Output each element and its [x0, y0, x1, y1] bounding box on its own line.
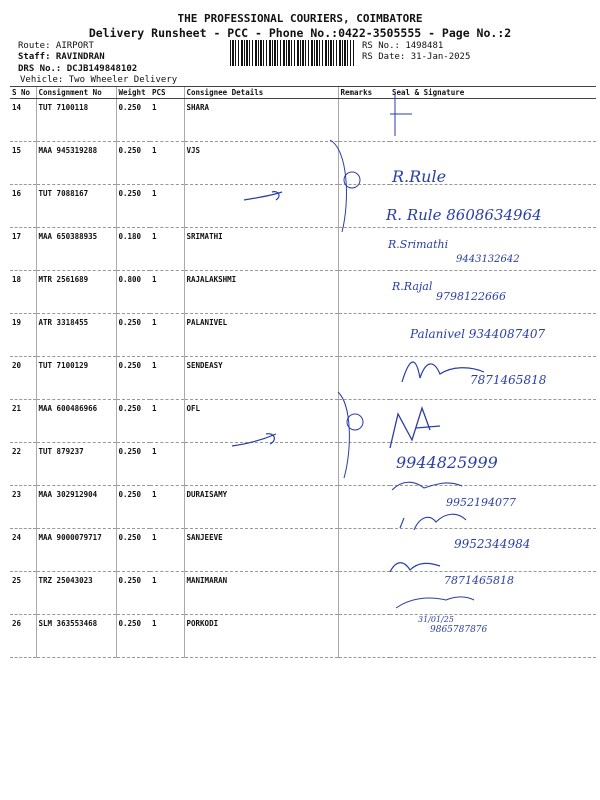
- sno-cell: 15: [10, 142, 36, 185]
- weight-cell: 0.250: [116, 185, 150, 228]
- remarks-cell: [338, 99, 390, 142]
- pcs-cell: 1: [150, 400, 184, 443]
- consignment-cell: MTR 2561689: [36, 271, 116, 314]
- barcode: [230, 40, 354, 66]
- phone-22: 9944825999: [396, 453, 498, 472]
- sno-cell: 21: [10, 400, 36, 443]
- table-row: [10, 615, 596, 658]
- pcs-cell: 1: [150, 443, 184, 486]
- remarks-cell: [338, 185, 390, 228]
- consignment-cell: TUT 7100118: [36, 99, 116, 142]
- pcs-cell: 1: [150, 142, 184, 185]
- date-26: 31/01/25: [418, 615, 454, 624]
- remarks-cell: [338, 615, 390, 658]
- sno-cell: 25: [10, 572, 36, 615]
- consignee-cell: VJS: [184, 142, 338, 185]
- consignee-cell: MANIMARAN: [184, 572, 338, 615]
- rs-date: RS Date: 31-Jan-2025: [362, 52, 471, 62]
- consignment-cell: TUT 7100129: [36, 357, 116, 400]
- weight-cell: 0.250: [116, 486, 150, 529]
- sno-cell: 14: [10, 99, 36, 142]
- table-row: [10, 99, 596, 142]
- table-row: [10, 271, 596, 314]
- weight-cell: 0.250: [116, 615, 150, 658]
- pcs-cell: 1: [150, 529, 184, 572]
- pcs-cell: 1: [150, 486, 184, 529]
- weight-cell: 0.250: [116, 357, 150, 400]
- remarks-cell: [338, 314, 390, 357]
- table-row: [10, 314, 596, 357]
- consignee-cell: [184, 443, 338, 486]
- staff-label: Staff: RAVINDRAN: [18, 52, 105, 62]
- sno-cell: 19: [10, 314, 36, 357]
- sno-cell: 24: [10, 529, 36, 572]
- weight-cell: 0.250: [116, 529, 150, 572]
- col-weight: Weight: [116, 87, 150, 99]
- remarks-cell: [338, 357, 390, 400]
- col-sno: S No: [10, 87, 36, 99]
- consignment-cell: ATR 3318455: [36, 314, 116, 357]
- pcs-cell: 1: [150, 357, 184, 400]
- runsheet-title: Delivery Runsheet - PCC - Phone No.:0422-3505555 - Page No.:2: [88, 26, 512, 40]
- table-row: [10, 228, 596, 271]
- seal-cell: [390, 615, 596, 658]
- phone-26: 9865787876: [430, 625, 488, 635]
- pcs-cell: 1: [150, 314, 184, 357]
- remarks-cell: [338, 529, 390, 572]
- sno-cell: 23: [10, 486, 36, 529]
- consignment-cell: MAA 600486966: [36, 400, 116, 443]
- weight-cell: 0.250: [116, 443, 150, 486]
- phone-17: 9443132642: [456, 254, 520, 265]
- col-consignment: Consignment No: [36, 87, 116, 99]
- consignee-cell: SRIMATHI: [184, 228, 338, 271]
- consignee-cell: SANJEEVE: [184, 529, 338, 572]
- remarks-cell: [338, 271, 390, 314]
- weight-cell: 0.250: [116, 99, 150, 142]
- seal-cell: [390, 529, 596, 572]
- pcs-cell: 1: [150, 572, 184, 615]
- consignee-cell: PALANIVEL: [184, 314, 338, 357]
- signature-17: R.Srimathi: [388, 238, 449, 251]
- col-remarks: Remarks: [338, 87, 390, 99]
- phone-24: 9952344984: [454, 537, 531, 551]
- seal-cell: [390, 443, 596, 486]
- table-row: [10, 572, 596, 615]
- seal-cell: [390, 400, 596, 443]
- consignee-cell: SENDEASY: [184, 357, 338, 400]
- vehicle-label: Vehicle: Two Wheeler Delivery: [20, 75, 178, 85]
- seal-cell: [390, 572, 596, 615]
- remarks-cell: [338, 572, 390, 615]
- remarks-cell: [338, 486, 390, 529]
- table-header-row: [10, 87, 596, 99]
- phone-20: 7871465818: [470, 373, 547, 387]
- table-row: [10, 443, 596, 486]
- sno-cell: 22: [10, 443, 36, 486]
- seal-cell: [390, 271, 596, 314]
- col-consignee: Consignee Details: [184, 87, 338, 99]
- pcs-cell: 1: [150, 99, 184, 142]
- sno-cell: 16: [10, 185, 36, 228]
- seal-cell: [390, 142, 596, 185]
- seal-cell: [390, 185, 596, 228]
- consignment-cell: TUT 7088167: [36, 185, 116, 228]
- seal-cell: [390, 357, 596, 400]
- consignee-cell: [184, 185, 338, 228]
- consignee-cell: DURAISAMY: [184, 486, 338, 529]
- sno-cell: 20: [10, 357, 36, 400]
- table-row: [10, 142, 596, 185]
- table-row: [10, 486, 596, 529]
- drs-number: DRS No.: DCJB149848102: [18, 64, 138, 74]
- table-row: [10, 529, 596, 572]
- consignment-cell: TRZ 25043023: [36, 572, 116, 615]
- signature-15: R.Rule: [392, 167, 447, 186]
- signature-18: R.Rajal: [392, 280, 433, 293]
- remarks-cell: [338, 443, 390, 486]
- consignee-cell: OFL: [184, 400, 338, 443]
- remarks-cell: [338, 400, 390, 443]
- seal-cell: [390, 228, 596, 271]
- consignment-cell: TUT 879237: [36, 443, 116, 486]
- sno-cell: 18: [10, 271, 36, 314]
- consignment-cell: MAA 945319288: [36, 142, 116, 185]
- weight-cell: 0.250: [116, 572, 150, 615]
- phone-18: 9798122666: [436, 290, 506, 303]
- table-row: [10, 357, 596, 400]
- sno-cell: 17: [10, 228, 36, 271]
- route-label: Route: AIRPORT: [18, 41, 94, 51]
- consignee-cell: SHARA: [184, 99, 338, 142]
- remarks-cell: [338, 142, 390, 185]
- seal-cell: [390, 99, 596, 142]
- weight-cell: 0.250: [116, 314, 150, 357]
- col-seal: Seal & Signature: [390, 87, 596, 99]
- table-row: [10, 400, 596, 443]
- rs-number: RS No.: 1498481: [362, 41, 444, 51]
- phone-25: 7871465818: [444, 574, 514, 587]
- col-pcs: PCS: [150, 87, 184, 99]
- remarks-cell: [338, 228, 390, 271]
- consignment-cell: MAA 9000079717: [36, 529, 116, 572]
- runsheet-table: [10, 86, 596, 658]
- company-name: THE PROFESSIONAL COURIERS, COIMBATORE: [177, 12, 423, 25]
- pcs-cell: 1: [150, 615, 184, 658]
- seal-cell: [390, 486, 596, 529]
- signature-19: Palanivel 9344087407: [410, 327, 546, 341]
- weight-cell: 0.250: [116, 400, 150, 443]
- pcs-cell: 1: [150, 185, 184, 228]
- consignment-cell: MAA 302912904: [36, 486, 116, 529]
- consignment-cell: MAA 650388935: [36, 228, 116, 271]
- seal-cell: [390, 314, 596, 357]
- pcs-cell: 1: [150, 271, 184, 314]
- pcs-cell: 1: [150, 228, 184, 271]
- weight-cell: 0.180: [116, 228, 150, 271]
- weight-cell: 0.800: [116, 271, 150, 314]
- sno-cell: 26: [10, 615, 36, 658]
- weight-cell: 0.250: [116, 142, 150, 185]
- table-row: [10, 185, 596, 228]
- consignee-cell: PORKODI: [184, 615, 338, 658]
- signature-16: R. Rule 8608634964: [386, 206, 542, 224]
- phone-23: 9952194077: [446, 496, 516, 509]
- consignment-cell: SLM 363553468: [36, 615, 116, 658]
- consignee-cell: RAJALAKSHMI: [184, 271, 338, 314]
